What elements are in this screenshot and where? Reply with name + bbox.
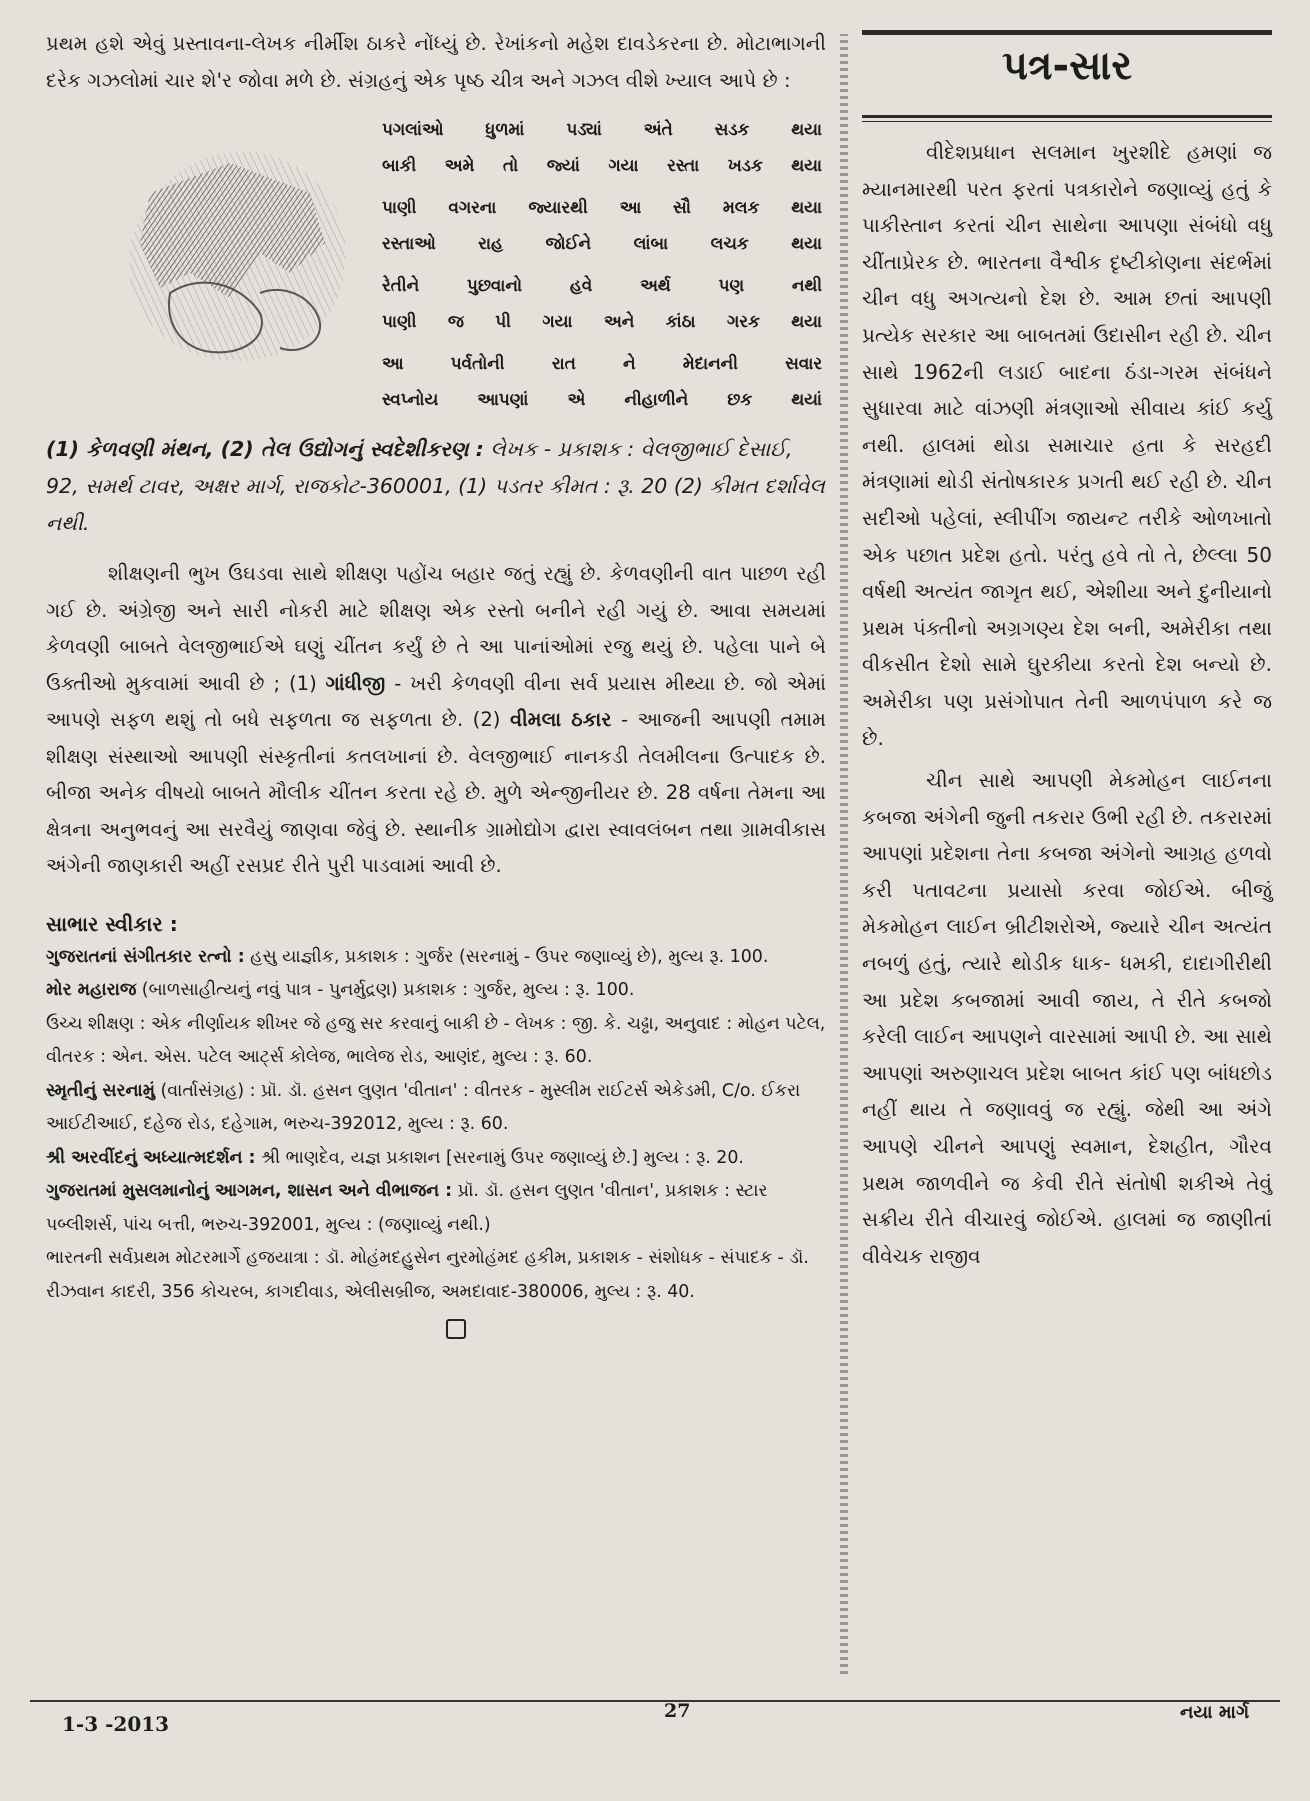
book-titles: (1) કેળવણી મંથન, (2) તેલ ઉદ્યોગનું સ્વદેશીકરણ :	[46, 437, 484, 461]
poem-line: રસ્તાઓ રાહ જોઈને લાંબા લચક થયા	[382, 233, 822, 253]
ack-item: શ્રી અરવીંદનું અધ્યાત્મદર્શન : શ્રી ભાણદેવ, યજ્ઞ પ્રકાશન [સરનામું ઉપર જણાવ્યું છે.] મુલ્ય : રૂ. 20.	[46, 1147, 744, 1168]
magazine-name: નયા માર્ગ	[1180, 1702, 1250, 1723]
section-title: પત્ર-સાર	[1001, 43, 1133, 89]
poem-line: પાણી વગરના જ્યારથી આ સૌ મલક થયા	[382, 197, 822, 217]
column-divider	[840, 34, 848, 1674]
title-rule-bottom	[862, 115, 1272, 122]
review-paragraph: શીક્ષણની ભુખ ઉઘડવા સાથે શીક્ષણ પહોંચ બહાર જતું રહ્યું છે. કેળવણીની વાત પાછળ રહી ગઈ છે. અંગ્રેજી અને સારી નોકરી માટે શીક્ષણ એક રસ્તો બનીને રહી ગયું છે. આવા સમયમાં કેળવણી બાબતે વેલજીભાઈએ ઘણું ચીંતન કર્યું છે તે આ પાનાંઓમાં રજુ થયું છે. પહેલા પાને બે ઉક્તીઓ મુકવામાં આવી છે ; (1) ગાંધીજી - ખરી કેળવણી વીના સર્વ પ્રયાસ મીથ્યા છે. જો એમાં આપણે સફળ થશું તો બધે સફળતા જ સફળતા છે. (2) વીમલા ઠકાર - આજની આપણી તમામ શીક્ષણ સંસ્થાઓ આપણી સંસ્કૃતીનાં કતલખાનાં છે. વેલજીભાઈ નાનકડી તેલમીલના ઉત્પાદક છે. બીજા અનેક વીષયો બાબતે મૌલીક ચીંતન કરતા રહે છે. મુળે એન્જીનીયર છે. 28 વર્ષના તેમના આ ક્ષેત્રના અનુભવનું આ સરવૈયું જાણવા જેવું છે. સ્થાનીક ગ્રામોદ્યોગ દ્વારા સ્વાવલંબન તથા ગ્રામવીકાસ અંગેની જાણકારી અહીં રસપ્રદ રીતે પુરી પાડવામાં આવી છે.	[46, 562, 827, 877]
sketch-illustration	[110, 123, 360, 373]
ack-item: ભારતની સર્વપ્રથમ મોટરમાર્ગે હજયાત્રા : ડૉ. મોહંમદહુસેન નુરમોહંમદ હકીમ, પ્રકાશક - સંશોધક - સંપાદક - ડૉ. રીઝવાન કાદરી, 356 કોચરબ, કાગદીવાડ, એલીસબ્રીજ, અમદાવાદ-380006, મુલ્ય : રૂ. 40.	[46, 1248, 809, 1302]
ack-item: ઉચ્ચ શીક્ષણ : એક નીર્ણાયક શીખર જે હજુ સર કરવાનું બાકી છે - લેખક : જી. કે. ચઢ્ઢા, અનુવાદ : મોહન પટેલ, વીતરક : એન. એસ. પટેલ આર્ટ્સ કોલેજ, ભાલેજ રોડ, આણંદ, મુલ્ય : રૂ. 60.	[46, 1013, 826, 1067]
article-paragraph: વીદેશપ્રધાન સલમાન ખુરશીદે હમણાં જ મ્યાનમારથી પરત ફરતાં પત્રકારોને જણાવ્યું હતું કે પાકીસ્તાન કરતાં ચીન સાથેના આપણા સંબંધો વધુ ચીંતાપ્રેરક છે. ભારતના વૈશ્વીક દૃષ્ટીકોણના સંદર્ભમાં ચીન વધુ અગત્યનો દેશ છે. આમ છતાં આપણી પ્રત્યેક સરકાર આ બાબતમાં ઉદાસીન રહી છે. ચીન સાથે 1962ની લડાઈ બાદના ઠંડા-ગરમ સંબંધને સુધારવા માટે વાંઝણી મંત્રણાઓ સીવાય કાંઈ કર્યુ નથી. હાલમાં થોડા સમાચાર હતા કે સરહદી મંત્રણામાં થોડી સંતોષકારક પ્રગતી થઈ રહી છે. ચીન સદીઓ પહેલાં, સ્લીપીંગ જાયન્ટ તરીકે ઓળખાતો એક પછાત પ્રદેશ હતો. પરંતુ હવે તો તે, છેલ્લા 50 વર્ષથી અત્યંત જાગૃત થઈ, એશીયા અને દુનીયાનો પ્રથમ પંક્તીનો અગ્રગણ્ય દેશ બની, અમેરીકા તથા વીકસીત દેશો સામે ઘુરકીયા કરતો દેશ બન્યો છે. અમેરીકા પણ પ્રસંગોપાત તેની આળપંપાળ કરે જ છે.	[862, 140, 1272, 750]
poem-line: સ્વપ્નોય આપણાં એ નીહાળીને છક થયાં	[382, 389, 822, 409]
poem-text	[382, 111, 822, 417]
poem-line: બાકી અમે તો જ્યાં ગયા રસ્તા ખડક થયા	[382, 155, 822, 175]
poem-line: આ પર્વતોની રાત ને મેદાનની સવાર	[382, 353, 822, 373]
poem-block	[46, 111, 826, 411]
quote-author-vimla: વીમલા ઠકાર	[509, 708, 612, 731]
ack-item: ગુજરાતમાં મુસલમાનોનું આગમન, શાસન અને વીભાજન : પ્રૉ. ડૉ. હસન લુણત 'વીતાન', પ્રકાશક : સ્ટાર પબ્લીશર્સ, પાંચ બત્તી, ભરુચ-392001, મુલ્ય : (જણાવ્યું નથી.)	[46, 1181, 768, 1235]
page-number: 27	[664, 1700, 691, 1722]
poem-line: રેતીને પુછવાનો હવે અર્થ પણ નથી	[382, 275, 822, 295]
ack-item: સ્મૃતીનું સરનામું (વાર્તાસંગ્રહ) : પ્રૉ. ડૉ. હસન લુણત 'વીતાન' : વીતરક - મુસ્લીમ રાઈટર્સ એકેડમી, C/o. ઈકરા આઈટીઆઈ, દહેજ રોડ, દહેગામ, ભરુચ-392012, મુલ્ય : રૂ. 60.	[46, 1080, 801, 1134]
intro-paragraph: પ્રથમ હશે એવું પ્રસ્તાવના-લેખક નીર્મીશ ઠાકરે નોંધ્યું છે. રેખાંકનો મહેશ દાવડેકરના છે. મોટાભાગની દરેક ગઝલોમાં ચાર શે'ર જોવા મળે છે. સંગ્રહનું એક પૃષ્ઠ ચીત્ર અને ગઝલ વીશે ખ્યાલ આપે છે :	[46, 32, 826, 92]
poem-line: પગલાંઓ ધુળમાં પડ્યાં અંતે સડક થયા	[382, 119, 822, 139]
ack-item: ગુજરાતનાં સંગીતકાર રત્નો : હસુ યાજ્ઞીક, પ્રકાશક : ગુર્જર (સરનામું - ઉપર જણાવ્યું છે), મુલ્ય રૂ. 100.	[46, 946, 769, 967]
left-column	[46, 26, 826, 1666]
book-heading	[46, 431, 826, 542]
issue-date: 1-3 -2013	[62, 1712, 170, 1736]
footer-rule	[30, 1700, 1280, 1702]
book-details: લેખક - પ્રકાશક : વેલજીભાઈ દેસાઈ, 92, સમર્થ ટાવર, અક્ષર માર્ગ, રાજકોટ-360001, (1) પડતર કીમત : રૂ. 20 (2) કીમત દર્શાવેલ નથી.	[46, 437, 825, 535]
right-column	[862, 30, 1272, 1670]
acknowledgement-heading: સાભાર સ્વીકાર :	[46, 911, 178, 936]
end-mark-icon	[446, 1319, 466, 1339]
quote-author-gandhi: ગાંધીજી	[325, 671, 386, 695]
article-paragraph: ચીન સાથે આપણી મેકમોહન લાઈનના કબજા અંગેની જુની તકરાર ઉભી રહી છે. તકરારમાં આપણાં પ્રદેશના તેના કબજા અંગેનો આગ્રહ હળવો કરી પતાવટના પ્રયાસો કરવા જોઈએ. બીજું મેકમોહન લાઈન બ્રીટીશરોએ, જ્યારે ચીન અત્યંત નબળું હતું, ત્યારે થોડીક ધાક- ધમકી, દાદાગીરીથી આ પ્રદેશ કબજામાં આવી જાય, તે રીતે કબજો કરેલી લાઈન આપણને વારસામાં આપી છે. આ સાથે આપણાં અરુણાચલ પ્રદેશ બાબત કાંઈ પણ બાંધછોડ નહીં થાય તે જણાવવું જ રહ્યું. જેથી આ અંગે આપણે ચીનને આપણું સ્વમાન, દેશહીત, ગૌરવ પ્રથમ જાળવીને જ કેવી રીતે સંતોષી શકીએ તેવું સક્રીય રીતે વીચારવું જોઈએ. હાલમાં જ જાણીતાં વીવેચક રાજીવ	[862, 768, 1272, 1268]
ack-item: મોર મહારાજ (બાળસાહીત્યનું નવું પાત્ર - પુનર્મુદ્રણ) પ્રકાશક : ગુર્જર, મુલ્ય : રૂ. 100.	[46, 980, 635, 1000]
poem-line: પાણી જ પી ગયા અને કાંઠા ગરક થયા	[382, 311, 823, 331]
